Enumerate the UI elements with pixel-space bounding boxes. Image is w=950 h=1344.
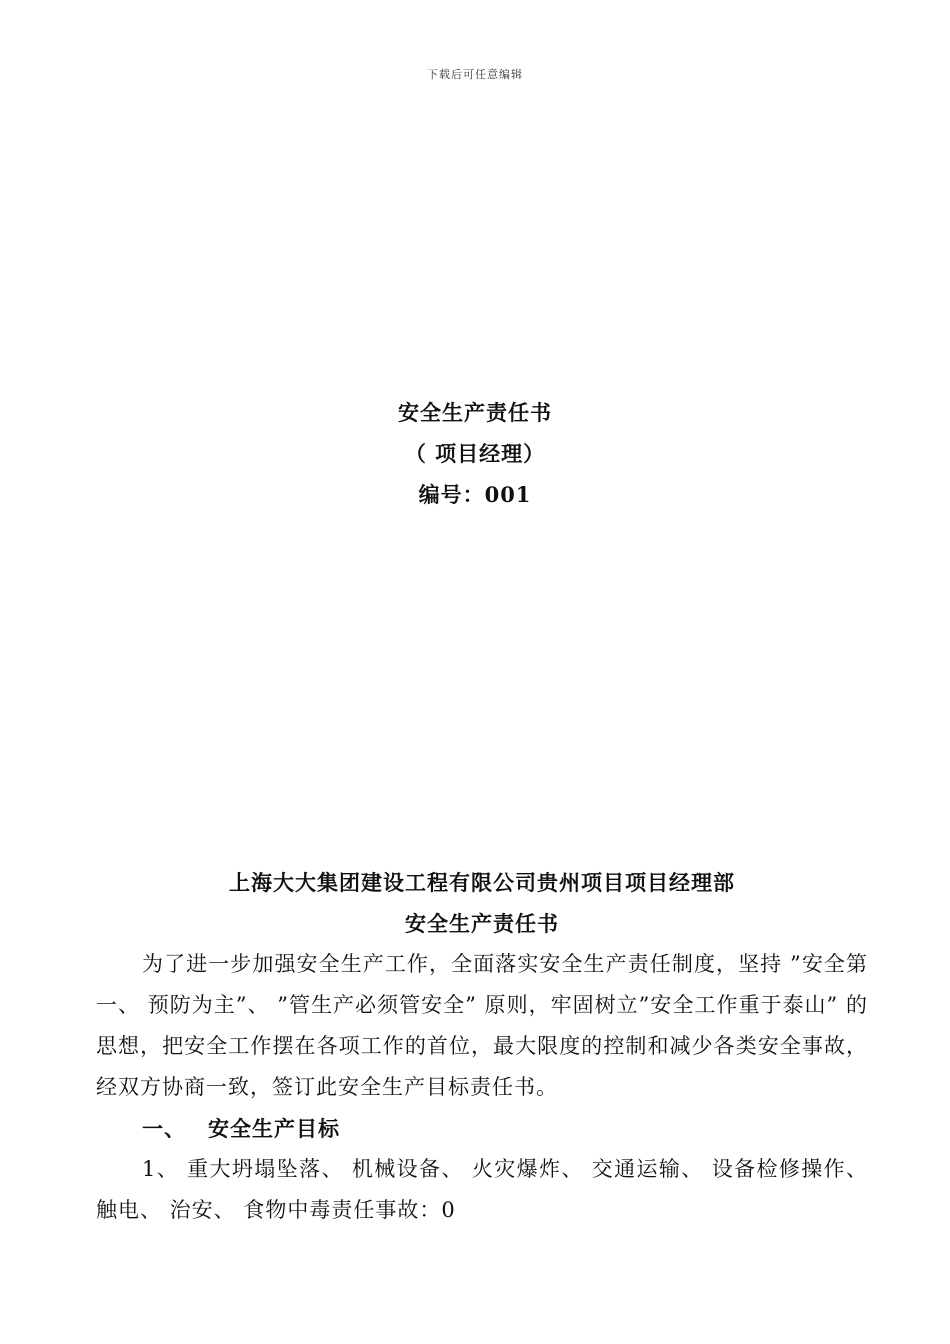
cover-block <box>0 392 950 515</box>
cover-number: 编号：001 <box>418 482 532 507</box>
intro-paragraph: 为了进一步加强安全生产工作，全面落实安全生产责任制度，坚持 ”安全第一、 预防为主”、 ”管生产必须管安全” 原则，牢固树立”安全工作重于泰山” 的思想，把安全工作摆在各项工作的首位，最大限度的控制和减少各类安全事故，经双方协商一致，签订此安全生产目标责任书。 <box>96 952 868 1099</box>
section-heading <box>96 1108 868 1149</box>
company-title: 上海大大集团建设工程有限公司贵州项目项目经理部 <box>229 870 735 895</box>
header-note: 下载后可任意编辑 <box>427 68 523 81</box>
list-item: 1、 重大坍塌坠落、 机械设备、 火灾爆炸、 交通运输、 设备检修操作、 触电、 治安、 食物中毒责任事故：0 <box>96 1157 868 1222</box>
cover-subtitle: （ 项目经理） <box>404 441 546 466</box>
section-number: 一、 <box>142 1116 186 1141</box>
cover-title: 安全生产责任书 <box>398 400 552 425</box>
document-body <box>96 862 868 1231</box>
section-title-text: 安全生产目标 <box>208 1116 340 1141</box>
document-title: 安全生产责任书 <box>405 911 559 936</box>
